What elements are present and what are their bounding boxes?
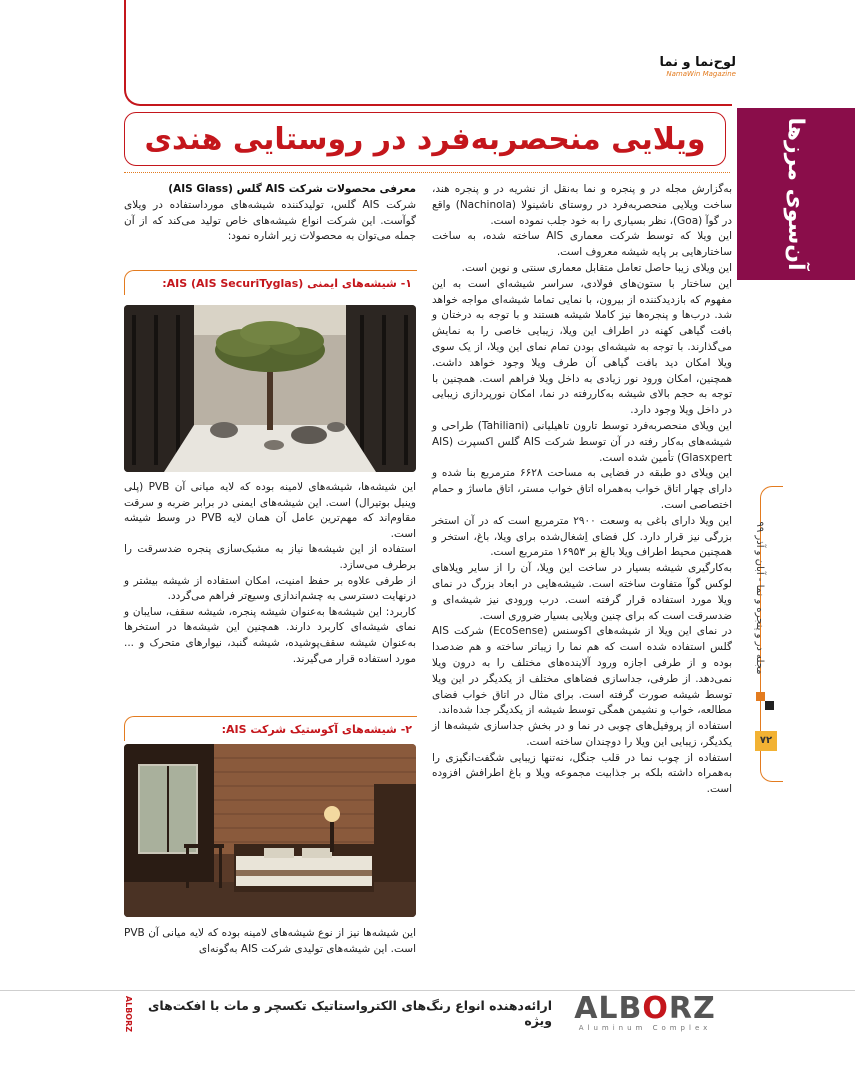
header-frame xyxy=(124,0,732,106)
paragraph: این ویلای دو طبقه در فضایی به مساحت ۶۶۲۸ مترمربع بنا شده و دارای چهار اتاق خواب به‌همراه اتاق خواب مستر، اتاق ماساژ و حمام اختصاصی است. xyxy=(432,467,732,511)
intro-text: شرکت AIS گلس، تولیدکننده شیشه‌های مورداستفاده در ویلای گوآست. این شرکت انواع شیشه‌های خاص تولید می‌کند که از آن جمله می‌توان به محصولات زیر اشاره نمود: xyxy=(124,198,416,243)
brand-pre: ALB xyxy=(574,991,643,1026)
magazine-mark-icon xyxy=(754,690,776,712)
paragraph: به‌گزارش مجله در و پنجره و نما به‌نقل از نشریه در و پنجره هند، ساخت ویلایی منحصربه‌فرد در روستای ناشینولا (Nachinola) واقع در گوآ (Goa)، نظر بسیاری را به خود جلب نموده است. xyxy=(432,183,732,227)
footer-side-brand xyxy=(121,990,137,1038)
right-column xyxy=(432,182,732,798)
paragraph: این ساختار با ستون‌های فولادی، سراسر شیشه‌ای است به این مفهوم که بازدیدکننده از بیرون، با نمایی تماما شیشه‌ای مواجه خواهد شد. درب‌ها و پنجره‌ها نیز کاملا شیشه هستند و با توجه به درختان و بافت گیاهی کهنه در اطراف این ویلا، زیبایی خاصی را به نمایش می‌گذارند. با توجه به شیشه‌ای بودن تمام نمای این ویلا، از یک سوی ویلا امکان دید بافت گیاهی آن طرف ویلا وجود خواهد داشت. همچنین، امکان ورود نور زیادی به داخل ویلا فراهم است. همچنین با توجه به حجم بالای شیشه به‌کاررفته در نما، امکان نورپردازی زیبایی در داخل ویلا وجود دارد. xyxy=(432,277,732,417)
paragraph: این شیشه‌ها نیز از نوع شیشه‌های لامینه بوده که لایه میانی آن PVB است. این شیشه‌های تولیدی شرکت AIS به‌گونه‌ای xyxy=(124,927,416,955)
issue-text: مجله در و پنجره و نما - آبان و آذر ۹۹ xyxy=(754,521,766,675)
logo-name: لوح‌نما و نما xyxy=(659,55,736,70)
brand-post: RZ xyxy=(668,991,716,1026)
issue-label xyxy=(748,518,772,678)
paragraph: کاربرد: این شیشه‌ها به‌عنوان شیشه پنجره، شیشه سقف، سایبان و نمای شیشه‌ای کاربرد دارند. همچنین این شیشه‌ها در استخرها به‌عنوان شیشه سقف‌پوشیده، شیشه گنبد، نیوارهای متحرک و ... مورد استفاده قرار می‌گیرند. xyxy=(124,605,416,665)
paragraph: استفاده از چوب نما در قلب جنگل، نه‌تنها زیبایی شگفت‌انگیزی را به‌همراه داشته بلکه بر جذابیت مجموعه ویلا و باغ اطرافش افزوده است. xyxy=(432,751,732,796)
paragraph: این ویلای زیبا حاصل تعامل متقابل معماری سنتی و نوین است. xyxy=(461,261,732,274)
page-number: ۷۲ xyxy=(755,731,777,751)
paragraph: استفاده از این شیشه‌ها نیاز به مشبک‌سازی پنجره ضدسرقت را برطرف می‌سازد. xyxy=(124,543,416,571)
title-divider xyxy=(124,172,730,173)
section-label: آن‌سوی مرزها xyxy=(783,117,809,271)
courtyard-photo xyxy=(124,305,416,472)
left-intro xyxy=(124,182,416,245)
intro-heading: معرفی محصولات شرکت AIS گلس (AIS Glass) xyxy=(168,183,416,195)
paragraph: از طرفی علاوه بر حفظ امنیت، امکان استفاده از شیشه بیشتر و درنهایت دسترسی به چشم‌اندازی وسیع‌تر فراهم می‌گردد. xyxy=(124,574,416,603)
brand-caption: Aluminum Complex xyxy=(578,1024,712,1032)
logo-sub: NamaWin Magazine xyxy=(666,70,736,78)
section-tab xyxy=(737,108,855,280)
bedroom-photo xyxy=(124,744,416,917)
paragraph: این ویلا که توسط شرکت معماری AIS ساخته شده، به ساخت ساختارهایی بر پایه شیشه معروف است. xyxy=(432,230,732,259)
paragraph: در نمای این ویلا از شیشه‌های اکوسنس (EcoSense) شرکت AIS گلس استفاده شده است که هم نما را زیباتر ساخته و هم ضدصدا بوده و از طرفی اجازه ورود آلاینده‌های مختلف را به درون ویلا نمی‌دهد. از طرفی، جداسازی فضاهای مختلف از یکدیگر در این ویلا توسط شیشه صورت گرفته است. برای مثال در اتاق خواب فضای مطالعه، خواب و نشیمن همگی توسط شیشه از یکدیگر جدا شده‌اند. xyxy=(432,625,732,717)
section1-body xyxy=(124,480,416,667)
section1-title: ۱- شیشه‌های ایمنی (AIS SecuriTyglas) AIS: xyxy=(162,277,412,290)
article-title: ویلایی منحصربه‌فرد در روستایی هندی xyxy=(144,122,706,157)
footer-ad-text: ارائه‌دهنده انواع رنگ‌های الکترواستاتیک تکسچر و مات با افکت‌های ویژه xyxy=(147,998,552,1028)
section2-title: ۲- شیشه‌های آکوستیک شرکت AIS: xyxy=(221,723,412,736)
paragraph: استفاده از پروفیل‌های چوبی در نما و در بخش جداسازی شیشه‌ها از یکدیگر، زیبایی این ویلا را دوچندان ساخته است. xyxy=(432,720,732,748)
paragraph: این شیشه‌ها، شیشه‌های لامینه بوده که لایه میانی آن PVB (پلی وینیل بوتیرال) است. این شیشه‌های ایمنی در برابر ضربه و سرقت مقاوم‌اند که مهم‌ترین عامل آن همان لایه PVB در وسط شیشه است. xyxy=(124,481,417,540)
side-brand-text: ALBORZ xyxy=(124,995,134,1033)
paragraph: به‌کارگیری شیشه بسیار در ساخت این ویلا، آن را از سایر ویلاهای لوکس گوآ متفاوت ساخته است. شیشه‌هایی در ابعاد بزرگ در نمای ویلا مورد استفاده قرار گرفته است. درب ورودی نیز شیشه‌ای و ضدسرقت است که برای چنین ویلایی بسیار ضروری است. xyxy=(432,562,732,622)
paragraph: این ویلا دارای باغی به وسعت ۲۹۰۰ مترمربع است که در آن استخر بزرگی نیز قرار دارد. کل فضای اِشغال‌شده برای ویلا، باغ، استخر و همچنین محیط اطراف ویلا بالغ بر ۱۶۹۵۳ مترمربع است. xyxy=(432,514,732,559)
magazine-logo xyxy=(640,55,736,83)
brand-o: O xyxy=(642,991,669,1026)
paragraph: این ویلای منحصربه‌فرد توسط تارون تاهیلیانی (Tahiliani) طراحی و شیشه‌های به‌کار رفته در آن توسط شرکت AIS گلس اکسپرت (AIS Glasxpert) تأمین شده است. xyxy=(432,419,732,464)
section2-body xyxy=(124,926,416,957)
alborz-logo xyxy=(556,991,734,1034)
